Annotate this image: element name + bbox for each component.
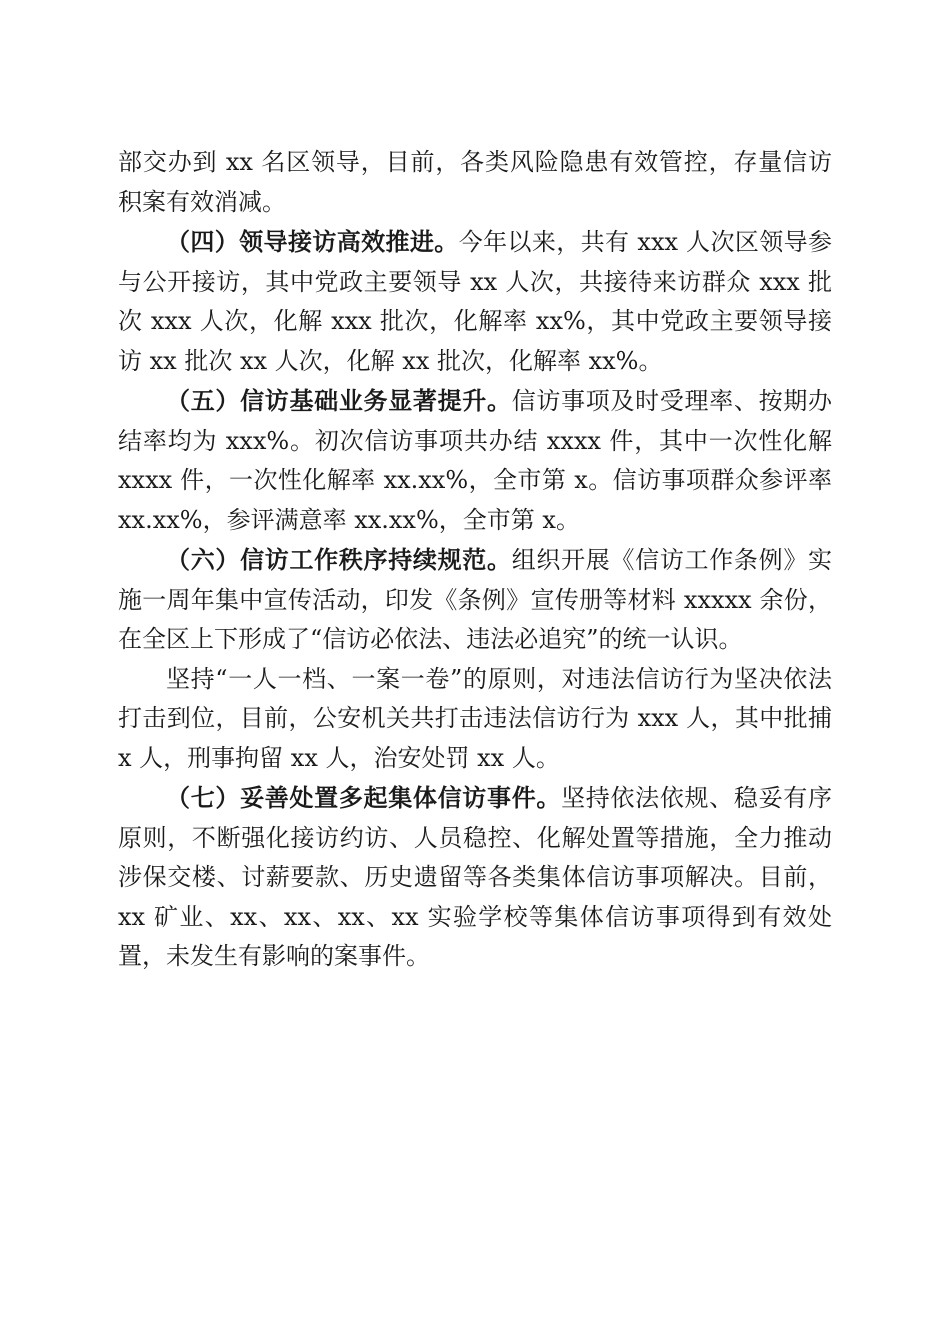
paragraph-body: 坚持依法依规、稳妥有序原则，不断强化接访约访、人员稳控、化解处置等措施，全力推动涉保交楼、讨薪要款、历史遗留等各类集体信访事项解决。目前，xx 矿业、xx、xx、xx、xx 实验学校等集体信访事项得到有效处置，未发生有影响的案事件。 <box>118 784 833 970</box>
paragraph-body: 部交办到 xx 名区领导，目前，各类风险隐患有效管控，存量信访积案有效消减。 <box>118 148 832 216</box>
paragraph-section-6 <box>118 540 832 660</box>
section-heading: （五）信访基础业务显著提升。 <box>166 386 512 415</box>
document-page <box>118 143 832 977</box>
section-heading: （六）信访工作秩序持续规范。 <box>166 545 512 574</box>
paragraph-body: 信访事项及时受理率、按期办结率均为 xxx%。初次信访事项共办结 xxxx 件，其中一次性化解 xxxx 件，一次性化解率 xx.xx%，全市第 x。信访事项群众参评率 xx.xx%，参评满意率 xx.xx%，全市第 x。 <box>118 387 833 534</box>
paragraph-body: 组织开展《信访工作条例》实施一周年集中宣传活动，印发《条例》宣传册等材料 xxxxx 余份，在全区上下形成了“信访必依法、违法必追究”的统一认识。 <box>118 546 833 653</box>
paragraph-continuation <box>118 143 832 222</box>
paragraph-section-4 <box>118 222 832 381</box>
section-heading: （四）领导接访高效推进。 <box>166 227 459 256</box>
section-heading: （七）妥善处置多起集体信访事件。 <box>166 783 562 812</box>
paragraph-section-5 <box>118 381 832 540</box>
paragraph-body: 今年以来，共有 xxx 人次区领导参与公开接访，其中党政主要领导 xx 人次，共接待来访群众 xxx 批次 xxx 人次，化解 xxx 批次，化解率 xx%，其中党政主要领导接访 xx 批次 xx 人次，化解 xx 批次，化解率 xx%。 <box>118 228 833 375</box>
paragraph-section-7 <box>118 778 832 977</box>
paragraph-section-6-detail <box>118 660 832 779</box>
paragraph-body: 坚持“一人一档、一案一卷”的原则，对违法信访行为坚决依法打击到位，目前，公安机关共打击违法信访行为 xxx 人，其中批捕 x 人，刑事拘留 xx 人，治安处罚 xx 人。 <box>118 664 832 772</box>
